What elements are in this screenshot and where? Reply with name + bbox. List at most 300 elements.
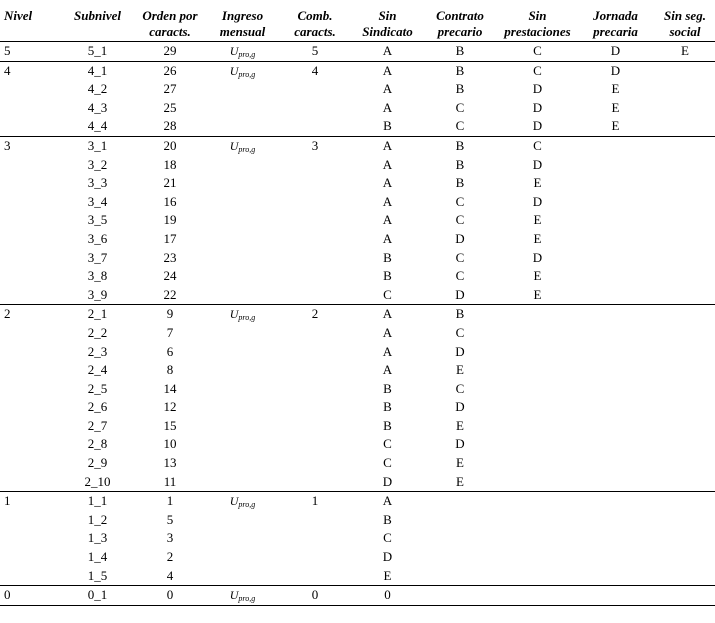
- header-seguro: [655, 0, 715, 42]
- seguro-cell: [655, 324, 715, 343]
- jornada-cell: [578, 230, 653, 249]
- sindicato-cell: B: [383, 399, 392, 415]
- ingreso-symbol: U: [229, 494, 239, 509]
- ingreso-cell: [210, 305, 275, 324]
- jornada-cell: [578, 324, 653, 343]
- contrato-cell: C: [455, 324, 465, 340]
- comb-cell: 4: [311, 62, 319, 78]
- subnivel-cell: 3_6: [87, 230, 108, 246]
- sindicato-cell: E: [383, 567, 392, 583]
- seguro-cell: [655, 361, 715, 380]
- sindicato-cell: A: [382, 193, 393, 209]
- contrato-cell: C: [455, 212, 465, 228]
- comb-cell: 0: [311, 587, 319, 603]
- orden-cell: 24: [163, 268, 177, 284]
- header-line: Orden por: [142, 8, 198, 23]
- header-sindicato: [350, 0, 425, 42]
- contrato-cell: D: [455, 436, 465, 452]
- orden-cell: 28: [163, 118, 177, 134]
- header-line: caracts.: [149, 24, 191, 39]
- prestaciones-cell: [500, 435, 575, 454]
- contrato-cell: C: [455, 118, 465, 134]
- prestaciones-cell: E: [533, 230, 542, 246]
- prestaciones-cell: [500, 567, 575, 586]
- prestaciones-cell: [500, 398, 575, 417]
- jornada-cell: [578, 193, 653, 212]
- jornada-cell: [578, 511, 653, 530]
- sindicato-cell: B: [383, 118, 392, 134]
- contrato-cell: [425, 529, 495, 548]
- header-subnivel: [60, 0, 135, 42]
- contrato-cell: E: [456, 362, 464, 378]
- prestaciones-cell: E: [533, 175, 542, 191]
- contrato-cell: D: [455, 343, 465, 359]
- nivel-group: [0, 62, 715, 137]
- sindicato-cell: B: [383, 268, 392, 284]
- seguro-cell: [655, 62, 715, 81]
- jornada-cell: [578, 380, 653, 399]
- sindicato-cell: A: [382, 81, 393, 97]
- seguro-cell: [655, 193, 715, 212]
- table-row: [0, 117, 715, 136]
- contrato-cell: [425, 511, 495, 530]
- prestaciones-cell: E: [533, 286, 542, 302]
- jornada-cell: E: [611, 99, 620, 115]
- sindicato-cell: D: [382, 473, 393, 489]
- seguro-cell: [655, 511, 715, 530]
- seguro-cell: [655, 586, 715, 605]
- subnivel-cell: 2_1: [87, 306, 108, 322]
- table-row: [0, 80, 715, 99]
- subnivel-cell: 4_4: [87, 118, 108, 134]
- header-line: Ingreso: [221, 8, 264, 23]
- contrato-cell: [425, 586, 495, 605]
- contrato-cell: E: [456, 455, 464, 471]
- nivel-cell: 1: [4, 493, 11, 509]
- ingreso-cell: [210, 137, 275, 156]
- orden-cell: 7: [166, 324, 174, 340]
- table-header: [0, 0, 715, 42]
- header-line: mensual: [219, 24, 266, 39]
- jornada-cell: [578, 156, 653, 175]
- header-line: precario: [437, 24, 483, 39]
- nivel-cell: 2: [4, 306, 11, 322]
- ingreso-symbol: U: [229, 63, 239, 78]
- contrato-cell: E: [456, 417, 464, 433]
- prestaciones-cell: D: [532, 156, 543, 172]
- subnivel-cell: 5_1: [87, 43, 108, 58]
- orden-cell: 20: [163, 137, 177, 153]
- ingreso-subscript: pro,g: [238, 50, 256, 59]
- table-row: [0, 211, 715, 230]
- orden-cell: 26: [163, 62, 177, 78]
- subnivel-cell: 1_5: [87, 567, 108, 583]
- ingreso-cell: [210, 492, 275, 511]
- prestaciones-cell: [500, 454, 575, 473]
- prestaciones-cell: [500, 511, 575, 530]
- jornada-cell: [578, 361, 653, 380]
- comb-cell: 1: [311, 493, 319, 509]
- seguro-cell: [655, 380, 715, 399]
- contrato-cell: [425, 492, 495, 511]
- jornada-cell: D: [610, 43, 621, 58]
- seguro-cell: [655, 398, 715, 417]
- sindicato-cell: A: [382, 324, 393, 340]
- contrato-cell: B: [455, 62, 465, 78]
- header-line: Jornada: [593, 8, 638, 23]
- ingreso-symbol: U: [229, 138, 239, 153]
- ingreso-subscript: pro,g: [238, 500, 256, 510]
- header-line: Sin: [378, 8, 397, 23]
- seguro-cell: [655, 567, 715, 586]
- sindicato-cell: A: [382, 493, 393, 509]
- subnivel-cell: 2_9: [87, 455, 108, 471]
- orden-cell: 0: [166, 587, 174, 603]
- table-row: [0, 193, 715, 212]
- seguro-cell: [655, 473, 715, 492]
- seguro-cell: [655, 435, 715, 454]
- header-prestaciones: [500, 0, 575, 42]
- jornada-cell: E: [611, 118, 620, 134]
- header-jornada: [578, 0, 653, 42]
- subnivel-cell: 2_7: [87, 417, 108, 433]
- subnivel-cell: 3_7: [87, 249, 108, 265]
- header-line: Sin: [528, 8, 547, 23]
- nivel-group: [0, 492, 715, 586]
- sindicato-cell: A: [382, 175, 393, 191]
- jornada-cell: [578, 548, 653, 567]
- jornada-cell: [578, 586, 653, 605]
- orden-cell: 16: [163, 193, 177, 209]
- comb-cell: 5: [311, 43, 319, 58]
- prestaciones-cell: [500, 586, 575, 605]
- seguro-cell: [655, 343, 715, 362]
- table-row: [0, 267, 715, 286]
- nivel-group: [0, 305, 715, 492]
- prestaciones-cell: D: [532, 118, 543, 134]
- subnivel-cell: 1_1: [87, 493, 108, 509]
- table-row: [0, 99, 715, 118]
- prestaciones-cell: D: [532, 81, 543, 97]
- sindicato-cell: D: [382, 549, 393, 565]
- seguro-cell: [655, 249, 715, 268]
- jornada-cell: [578, 249, 653, 268]
- orden-cell: 29: [163, 43, 177, 58]
- contrato-cell: E: [456, 473, 464, 489]
- header-nivel: [0, 0, 50, 42]
- contrato-cell: B: [455, 175, 465, 191]
- header-line: Sindicato: [362, 24, 413, 39]
- orden-cell: 1: [166, 493, 174, 509]
- ingreso-subscript: pro,g: [238, 594, 256, 604]
- seguro-cell: [655, 417, 715, 436]
- orden-cell: 22: [163, 286, 177, 302]
- jornada-cell: [578, 267, 653, 286]
- header-line: Contrato: [436, 8, 484, 23]
- subnivel-cell: 1_4: [87, 549, 108, 565]
- table-row: [0, 435, 715, 454]
- seguro-cell: [655, 286, 715, 305]
- orden-cell: 2: [166, 549, 174, 565]
- sindicato-cell: C: [383, 436, 392, 452]
- ingreso-cell: [210, 586, 275, 605]
- sindicato-cell: A: [382, 343, 393, 359]
- prestaciones-cell: C: [533, 62, 542, 78]
- ingreso-symbol: U: [229, 44, 239, 58]
- subnivel-cell: 1_2: [87, 511, 108, 527]
- orden-cell: 6: [166, 343, 174, 359]
- prestaciones-cell: C: [533, 137, 542, 153]
- table-row: [0, 454, 715, 473]
- orden-cell: 27: [163, 81, 177, 97]
- jornada-cell: [578, 286, 653, 305]
- sindicato-cell: B: [383, 417, 392, 433]
- table-row: [0, 473, 715, 492]
- sindicato-cell: C: [383, 530, 392, 546]
- nivel-cell: 4: [4, 62, 11, 78]
- orden-cell: 19: [163, 212, 177, 228]
- prestaciones-cell: D: [532, 193, 543, 209]
- nivel-group: [0, 586, 715, 606]
- table-row: [0, 286, 715, 305]
- table-row: [0, 137, 715, 156]
- ingreso-subscript: pro,g: [238, 144, 256, 154]
- ingreso-symbol: U: [229, 307, 239, 322]
- table-row: [0, 492, 715, 511]
- table-row: [0, 398, 715, 417]
- sindicato-cell: C: [383, 286, 392, 302]
- sindicato-cell: A: [382, 306, 393, 322]
- prestaciones-cell: [500, 324, 575, 343]
- seguro-cell: [655, 80, 715, 99]
- nivel-cell: 3: [4, 137, 11, 153]
- comb-cell: 3: [311, 137, 319, 153]
- header-line: social: [669, 24, 701, 39]
- subnivel-cell: 2_5: [87, 380, 108, 396]
- prestaciones-cell: [500, 492, 575, 511]
- sindicato-cell: C: [383, 455, 392, 471]
- seguro-cell: [655, 156, 715, 175]
- table-row: [0, 343, 715, 362]
- header-line: prestaciones: [504, 24, 571, 39]
- prestaciones-cell: [500, 305, 575, 324]
- table-row: [0, 62, 715, 81]
- table-row: [0, 174, 715, 193]
- header-ingreso: [210, 0, 275, 42]
- seguro-cell: [655, 117, 715, 136]
- contrato-cell: C: [455, 99, 465, 115]
- nivel-group: [0, 42, 715, 62]
- orden-cell: 14: [163, 380, 177, 396]
- orden-cell: 3: [166, 530, 174, 546]
- orden-cell: 11: [163, 473, 177, 489]
- sindicato-cell: A: [382, 99, 393, 115]
- table-row: [0, 529, 715, 548]
- seguro-cell: [655, 99, 715, 118]
- prestaciones-cell: C: [533, 43, 542, 58]
- jornada-cell: [578, 529, 653, 548]
- subnivel-cell: 4_3: [87, 99, 108, 115]
- subnivel-cell: 2_10: [84, 473, 111, 489]
- contrato-cell: B: [455, 43, 465, 58]
- header-line: caracts.: [294, 24, 336, 39]
- seguro-cell: E: [681, 43, 689, 58]
- contrato-cell: B: [455, 81, 465, 97]
- seguro-cell: [655, 267, 715, 286]
- contrato-cell: D: [455, 286, 465, 302]
- subnivel-cell: 3_1: [87, 137, 108, 153]
- subnivel-cell: 1_3: [87, 530, 108, 546]
- sindicato-cell: A: [382, 212, 393, 228]
- ingreso-subscript: pro,g: [238, 69, 256, 79]
- orden-cell: 9: [166, 306, 174, 322]
- orden-cell: 21: [163, 175, 177, 191]
- prestaciones-cell: [500, 361, 575, 380]
- jornada-cell: [578, 435, 653, 454]
- subnivel-cell: 4_1: [87, 62, 108, 78]
- prestaciones-cell: [500, 548, 575, 567]
- table-row: [0, 567, 715, 586]
- contrato-cell: B: [455, 156, 465, 172]
- jornada-cell: [578, 567, 653, 586]
- ingreso-cell: [210, 42, 275, 61]
- subnivel-cell: 2_2: [87, 324, 108, 340]
- subnivel-cell: 3_8: [87, 268, 108, 284]
- orden-cell: 5: [166, 511, 174, 527]
- prestaciones-cell: [500, 529, 575, 548]
- jornada-cell: [578, 492, 653, 511]
- prestaciones-cell: E: [533, 268, 542, 284]
- prestaciones-cell: [500, 473, 575, 492]
- orden-cell: 17: [163, 230, 177, 246]
- jornada-cell: [578, 454, 653, 473]
- subnivel-cell: 2_4: [87, 362, 108, 378]
- orden-cell: 4: [166, 567, 174, 583]
- ingreso-subscript: pro,g: [238, 313, 256, 323]
- contrato-cell: B: [455, 306, 465, 322]
- sindicato-cell: B: [383, 380, 392, 396]
- header-line: Sin seg.: [664, 8, 706, 23]
- orden-cell: 12: [163, 399, 177, 415]
- header-orden: [135, 0, 205, 42]
- orden-cell: 10: [163, 436, 177, 452]
- header-line: Comb.: [297, 8, 333, 23]
- prestaciones-cell: [500, 343, 575, 362]
- ingreso-symbol: U: [229, 588, 239, 603]
- nivel-cell: 0: [4, 587, 11, 603]
- table-row: [0, 586, 715, 605]
- orden-cell: 13: [163, 455, 177, 471]
- table-row: [0, 156, 715, 175]
- contrato-cell: B: [455, 137, 465, 153]
- jornada-cell: [578, 211, 653, 230]
- jornada-cell: [578, 137, 653, 156]
- table-row: [0, 417, 715, 436]
- sindicato-cell: 0: [384, 587, 391, 603]
- nivel-cell: 5: [4, 43, 11, 58]
- subnivel-cell: 2_6: [87, 399, 108, 415]
- seguro-cell: [655, 454, 715, 473]
- table-body: [0, 42, 715, 606]
- sindicato-cell: A: [382, 156, 393, 172]
- header-line: Subnivel: [74, 8, 121, 23]
- contrato-cell: [425, 548, 495, 567]
- table-row: [0, 548, 715, 567]
- ingreso-cell: [210, 62, 275, 81]
- contrato-cell: [425, 567, 495, 586]
- contrato-cell: C: [455, 193, 465, 209]
- prestaciones-cell: D: [532, 249, 543, 265]
- jornada-cell: [578, 343, 653, 362]
- jornada-cell: [578, 398, 653, 417]
- contrato-cell: C: [455, 380, 465, 396]
- table-row: [0, 230, 715, 249]
- nivel-group: [0, 137, 715, 305]
- comb-cell: 2: [311, 306, 319, 322]
- subnivel-cell: 4_2: [87, 81, 108, 97]
- subnivel-cell: 2_8: [87, 436, 108, 452]
- seguro-cell: [655, 492, 715, 511]
- orden-cell: 25: [163, 99, 177, 115]
- contrato-cell: D: [455, 230, 465, 246]
- table-row: [0, 511, 715, 530]
- orden-cell: 18: [163, 156, 177, 172]
- subnivel-cell: 3_5: [87, 212, 108, 228]
- sindicato-cell: A: [382, 43, 393, 58]
- subnivel-cell: 3_2: [87, 156, 108, 172]
- jornada-cell: [578, 473, 653, 492]
- jornada-cell: E: [611, 81, 620, 97]
- orden-cell: 23: [163, 249, 177, 265]
- table-row: [0, 42, 715, 61]
- orden-cell: 15: [163, 417, 177, 433]
- subnivel-cell: 3_3: [87, 175, 108, 191]
- prestaciones-cell: [500, 380, 575, 399]
- orden-cell: 8: [166, 362, 174, 378]
- seguro-cell: [655, 137, 715, 156]
- jornada-cell: [578, 417, 653, 436]
- subnivel-cell: 2_3: [87, 343, 108, 359]
- table-row: [0, 305, 715, 324]
- jornada-cell: D: [610, 62, 621, 78]
- subnivel-cell: 3_4: [87, 193, 108, 209]
- prestaciones-cell: [500, 417, 575, 436]
- sindicato-cell: A: [382, 230, 393, 246]
- sindicato-cell: A: [382, 137, 393, 153]
- table-row: [0, 324, 715, 343]
- jornada-cell: [578, 174, 653, 193]
- contrato-cell: D: [455, 399, 465, 415]
- seguro-cell: [655, 174, 715, 193]
- table-row: [0, 249, 715, 268]
- seguro-cell: [655, 548, 715, 567]
- sindicato-cell: A: [382, 362, 393, 378]
- prestaciones-cell: E: [533, 212, 542, 228]
- prestaciones-cell: D: [532, 99, 543, 115]
- sindicato-cell: B: [383, 511, 392, 527]
- table-row: [0, 361, 715, 380]
- contrato-cell: C: [455, 268, 465, 284]
- sindicato-cell: A: [382, 62, 393, 78]
- seguro-cell: [655, 305, 715, 324]
- header-line: Nivel: [4, 8, 33, 23]
- header-line: precaria: [593, 24, 638, 39]
- header-contrato: [425, 0, 495, 42]
- table-row: [0, 380, 715, 399]
- jornada-cell: [578, 305, 653, 324]
- header-comb: [280, 0, 350, 42]
- sindicato-cell: B: [383, 249, 392, 265]
